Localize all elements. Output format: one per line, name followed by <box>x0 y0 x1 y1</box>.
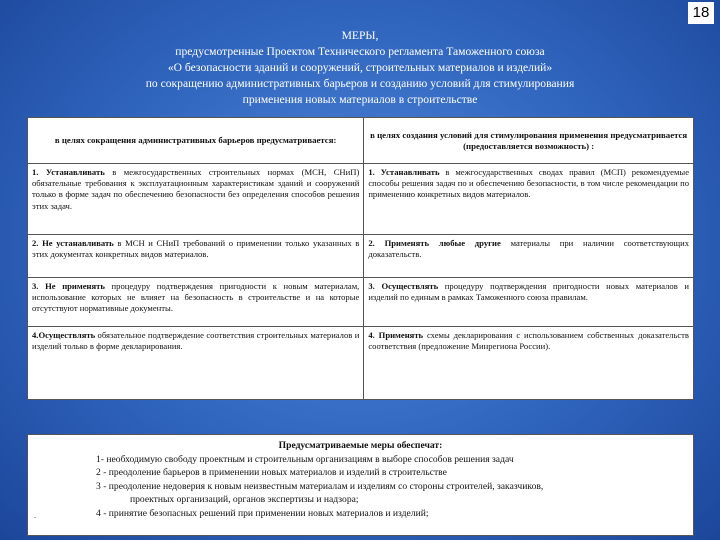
slide-header <box>30 28 690 108</box>
header-line-5: применения новых материалов в строительстве <box>242 93 478 106</box>
row1-left: 1. Устанавливать в межгосударственных строительных нормах (МСН, СНиП) обязательные требования к эксплуатационным характеристикам зданий и сооружений только в форме задач по обеспечению безопасности без определения способов решения этих задач. <box>28 164 364 235</box>
summary-item: 2 - преодоление барьеров в применении новых материалов и изделий в строительстве <box>96 467 447 479</box>
row3-right: 3. Осуществлять процедуру подтверждения пригодности новых материалов и изделий по единым в рамках Таможенного союза правилам. <box>364 278 694 327</box>
table-row <box>28 327 694 400</box>
row3-left: 3. Не применять процедуру подтверждения пригодности к новым материалам, использование которых не влияет на безопасность в строительстве и на которые отсутствуют нормативные документы. <box>28 278 364 327</box>
row2-right: 2. Применять любые другие материалы при наличии соответствующих доказательств. <box>364 235 694 278</box>
header-line-1: МЕРЫ, <box>341 29 379 42</box>
row1-right: 1. Устанавливать в межгосударственных сводах правил (МСП) рекомендуемые способы решения задач по и обеспечению безопасности, в том числе рекомендации по применению конкретных видов материалов. <box>364 164 694 235</box>
header-line-4: по сокращению административных барьеров и созданию условий для стимулирования <box>145 77 575 90</box>
summary-box <box>27 434 694 536</box>
table-header-row <box>28 118 694 164</box>
summary-item: проектных организаций, органов экспертизы и надзора; <box>130 494 359 506</box>
row2-left: 2. Не устанавливать в МСН и СНиП требований о применении только указанных в этих документах конкретных видов материалов. <box>28 235 364 278</box>
header-line-2: предусмотренные Проектом Технического регламента Таможенного союза <box>175 45 545 58</box>
table-row <box>28 235 694 278</box>
row4-right: 4. Применять схемы декларирования с использованием собственных доказательств соответствия (предложение Минрегиона России). <box>364 327 694 400</box>
slide-number: 18 <box>688 2 714 24</box>
measures-table <box>27 117 694 400</box>
table-row <box>28 164 694 235</box>
col-right-header: в целях создания условий для стимулирования применения предусматривается (предоставляется возможность) : <box>364 118 694 164</box>
table-row <box>28 278 694 327</box>
header-line-3: «О безопасности зданий и сооружений, строительных материалов и изделий» <box>167 61 553 74</box>
summary-item: 3 - преодоление недоверия к новым неизвестным материалам и изделиям со стороны строителей, заказчиков, <box>96 480 544 492</box>
col-left-header: в целях сокращения административных барьеров предусматривается: <box>28 118 364 164</box>
summary-dot: . <box>34 511 36 521</box>
summary-item: 4 - принятие безопасных решений при применении новых материалов и изделий; <box>96 507 429 519</box>
summary-item: 1- необходимую свободу проектным и строительным организациям в выборе способов решения задач <box>96 453 514 465</box>
row4-left: 4.Осуществлять обязательное подтверждение соответствия строительных материалов и изделий только в форме декларирования. <box>28 327 364 400</box>
summary-title: Предусматриваемые меры обеспечат: <box>278 440 443 451</box>
